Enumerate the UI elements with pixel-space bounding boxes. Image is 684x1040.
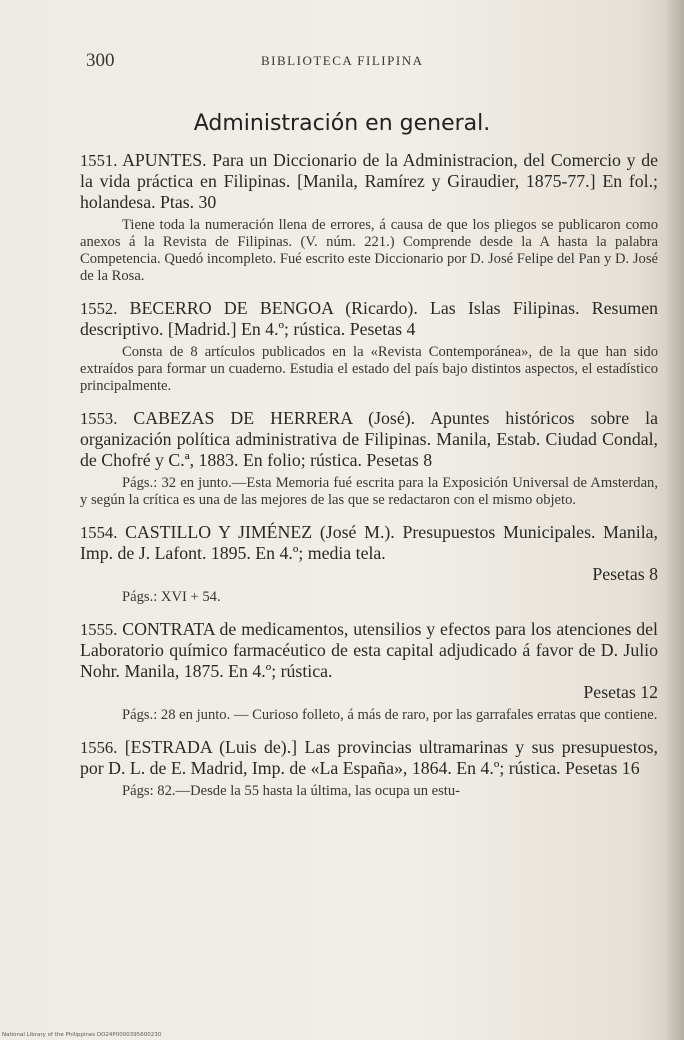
catalog-entry-1553 [80, 408, 658, 509]
catalog-entry-1552 [80, 298, 658, 395]
catalog-entry-1555 [80, 619, 658, 724]
entry-main-text [80, 522, 658, 585]
page-number: 300 [86, 50, 115, 71]
entry-number: 1551. [80, 151, 118, 170]
entry-note: Tiene toda la numeración llena de errores, á causa de que los pliegos se publicaron como anexos á la Revista de Filipinas. (V. núm. 221.) Comprende desde la A hasta la palabra Competencia. Quedó incompleto. Fué escrito este Diccionario por D. José Felipe del Pan y D. José de la Rosa. [80, 217, 658, 284]
entry-number: 1552. [80, 299, 118, 318]
entry-description: BECERRO DE BENGOA (Ricardo). Las Islas Filipinas. Resumen descriptivo. [Madrid.] En 4.º; rústica. [80, 298, 658, 339]
entry-description: CASTILLO Y JIMÉNEZ (José M.). Presupuestos Municipales. Manila, Imp. de J. Lafont. 1895. En 4.º; media tela. [80, 522, 658, 563]
scan-footer: National Library of the Philippines DO24P0000395600230 [2, 1032, 162, 1038]
entry-price: Pesetas 12 [583, 682, 658, 702]
entry-number: 1554. [80, 523, 118, 542]
entry-price: Pesetas 16 [565, 758, 640, 778]
section-title: Administración en general. [193, 111, 491, 136]
catalog-entries [80, 150, 658, 813]
entry-price: Pesetas 4 [349, 319, 416, 339]
entry-main-text [80, 150, 658, 213]
catalog-entry-1556 [80, 737, 658, 800]
entry-note: Págs: 82.—Desde la 55 hasta la última, las ocupa un estu- [122, 783, 461, 799]
entry-description: CONTRATA de medicamentos, utensilios y efectos para los atenciones del Laboratorio químico farmacéutico de esta capital adjudicado á favor de D. Julio Nohr. Manila, 1875. En 4.º; rústica. [80, 619, 658, 681]
catalog-entry-1554 [80, 522, 658, 606]
entry-number: 1556. [80, 738, 118, 757]
running-title: BIBLIOTECA FILIPINA [261, 53, 424, 68]
entry-note: Págs.: 32 en junto.—Esta Memoria fué escrita para la Exposición Universal de Amsterdan, y según la crítica es una de las mejores de las que se redactaron con el mismo objeto. [80, 475, 658, 508]
entry-price: Pesetas 8 [592, 564, 658, 584]
entry-description: [ESTRADA (Luis de).] Las provincias ultramarinas y sus presupuestos, por D. L. de E. Madrid, Imp. de «La España», 1864. En 4.º; rústica. [80, 737, 659, 778]
entry-main-text [80, 737, 658, 779]
entry-number: 1555. [80, 620, 118, 639]
entry-note: Consta de 8 artículos publicados en la «Revista Contemporánea», de la que han sido extraídos para formar un cuaderno. Estudia el estado del país bajo distintos aspectos, el estadístico principalmente. [80, 344, 658, 394]
entry-note: Págs.: XVI + 54. [122, 589, 221, 605]
page-header [86, 50, 666, 72]
entry-main-text [80, 619, 658, 703]
entry-number: 1553. [80, 409, 118, 428]
entry-price: Pesetas 8 [366, 450, 433, 470]
entry-main-text [80, 298, 658, 340]
page-edge-shadow [664, 0, 684, 1040]
entry-note: Págs.: 28 en junto. — Curioso folleto, á más de raro, por las garrafales erratas que contiene. [122, 707, 658, 723]
entry-description: CABEZAS DE HERRERA (José). Apuntes históricos sobre la organización política administrativa de Filipinas. Manila, Estab. Ciudad Condal, de Chofré y C.ª, 1883. En folio; rústica. [80, 408, 658, 470]
entry-main-text [80, 408, 658, 471]
entry-description: APUNTES. Para un Diccionario de la Administracion, del Comercio y de la vida práctica en Filipinas. [Manila, Ramírez y Giraudier, 1875-77.] En fol.; holandesa. [80, 150, 658, 212]
entry-price: Ptas. 30 [160, 192, 217, 212]
catalog-entry-1551 [80, 150, 658, 285]
